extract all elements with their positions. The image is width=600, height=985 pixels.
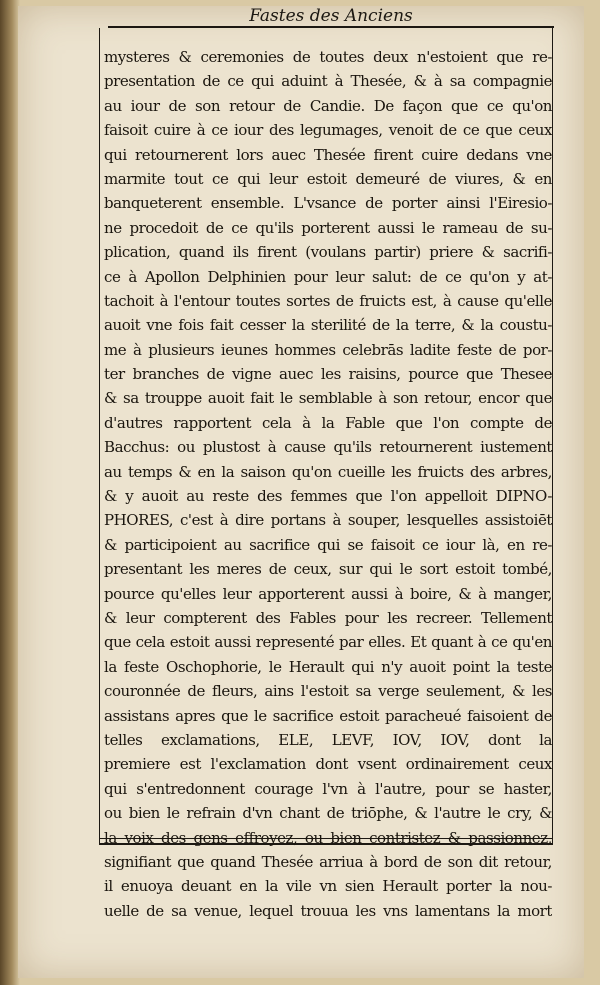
text-line: & leur compterent des Fables pour les recreer. Tellement: [104, 608, 552, 627]
text-line: uelle de sa venue, lequel trouua les vns lamentans la mort: [104, 901, 552, 920]
text-line: plication, quand ils firent (voulans partir) priere & sacrifi-: [104, 243, 552, 262]
text-line: presentant les meres de ceux, sur qui le sort estoit tombé,: [104, 560, 552, 579]
text-line: ou bien le refrain d'vn chant de triōphe, & l'autre le cry, &: [104, 804, 552, 823]
text-line: couronnée de fleurs, ains l'estoit sa verge seulement, & les: [104, 682, 552, 701]
text-line: & sa trouppe auoit fait le semblable à son retour, encor que: [104, 389, 552, 408]
text-line: signifiant que quand Thesée arriua à bord de son dit retour,: [104, 852, 552, 871]
text-line: assistans apres que le sacrifice estoit paracheué faisoient de: [104, 706, 552, 725]
header-rule: [108, 26, 554, 28]
text-line: ce à Apollon Delphinien pour leur salut: de ce qu'on y at-: [104, 267, 552, 286]
frame-left-rule: [99, 28, 100, 843]
text-line: presentation de ce qui aduint à Thesée, & à sa compagnie: [104, 72, 552, 91]
text-line: au iour de son retour de Candie. De façon que ce qu'on: [104, 96, 552, 115]
text-line: tachoit à l'entour toutes sortes de fruicts est, à cause qu'elle: [104, 291, 552, 310]
text-line: banqueterent ensemble. L'vsance de porter ainsi l'Eiresio-: [104, 194, 552, 213]
body-text: [104, 45, 552, 923]
text-line: faisoit cuire à ce iour des legumages, venoit de ce que ceux: [104, 121, 552, 140]
book-gutter: [0, 0, 20, 985]
text-line: PHORES, c'est à dire portans à souper, lesquelles assistoiēt: [104, 511, 552, 530]
text-line: au temps & en la saison qu'on cueille les fruicts des arbres,: [104, 462, 552, 481]
text-line: Bacchus: ou plustost à cause qu'ils retournerent iustement: [104, 438, 552, 457]
text-line: la voix des gens effroyez, ou bien contristez & passionnez,: [104, 828, 552, 847]
text-line: pource qu'elles leur apporterent aussi à boire, & à manger,: [104, 584, 552, 603]
text-line: la feste Oschophorie, le Herault qui n'y auoit point la teste: [104, 657, 552, 676]
text-line: mysteres & ceremonies de toutes deux n'estoient que re-: [104, 48, 552, 66]
text-line: premiere est l'exclamation dont vsent ordinairement ceux: [104, 755, 552, 774]
text-line: telles exclamations, ELE, LEVF, IOV, IOV, dont la: [104, 730, 552, 749]
running-head: Fastes des Anciens: [249, 6, 413, 26]
text-line: ne procedoit de ce qu'ils porterent aussi le rameau de su-: [104, 218, 552, 237]
text-line: qui retournerent lors auec Thesée firent cuire dedans vne: [104, 145, 552, 164]
text-line: d'autres rapportent cela à la Fable que l'on compte de: [104, 413, 552, 432]
text-line: il enuoya deuant en la vile vn sien Herault porter la nou-: [104, 877, 552, 896]
frame-right-rule: [552, 28, 553, 843]
text-line: & y auoit au reste des femmes que l'on appelloit DIPNO-: [104, 487, 552, 506]
text-line: que cela estoit aussi representé par elles. Et quant à ce qu'en: [104, 633, 552, 652]
text-line: qui s'entredonnent courage l'vn à l'autre, pour se haster,: [104, 779, 552, 798]
text-line: & participoient au sacrifice qui se faisoit ce iour là, en re-: [104, 535, 552, 554]
text-line: ter branches de vigne auec les raisins, pource que Thesee: [104, 365, 552, 384]
text-line: auoit vne fois fait cesser la sterilité de la terre, & la coustu-: [104, 316, 552, 335]
text-line: marmite tout ce qui leur estoit demeuré de viures, & en: [104, 169, 552, 188]
text-line: me à plusieurs ieunes hommes celebrās ladite feste de por-: [104, 340, 552, 359]
